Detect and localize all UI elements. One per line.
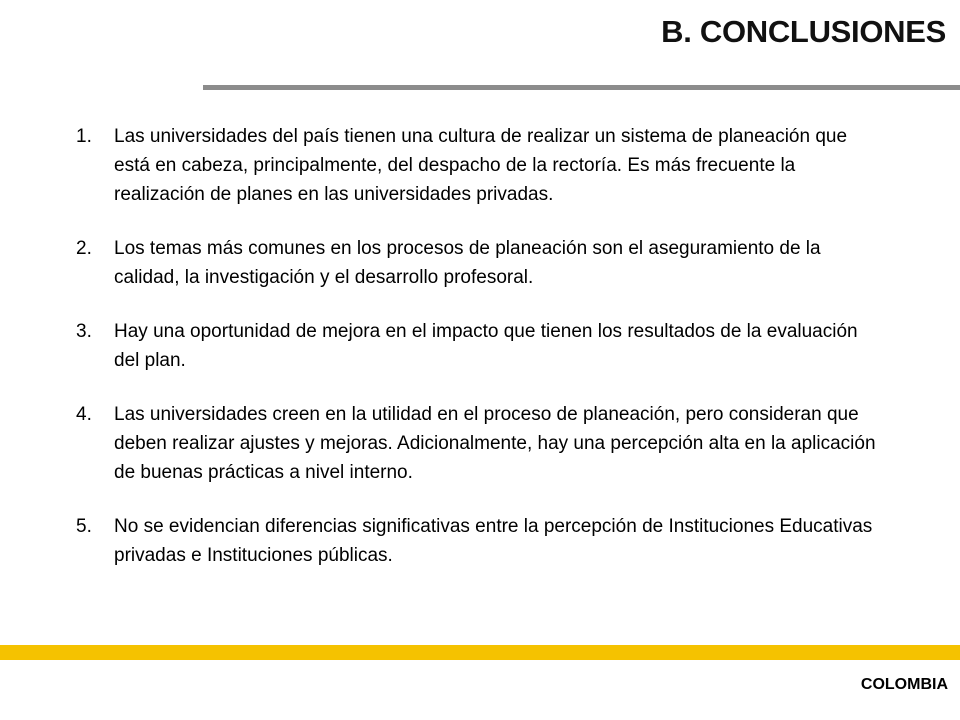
conclusion-item-3 [76,317,876,375]
conclusion-item-4 [76,400,876,487]
footer-accent-band [0,645,960,660]
conclusion-item-2 [76,234,876,292]
conclusion-number: 1. [76,126,92,147]
conclusion-number: 5. [76,516,92,537]
conclusion-text: No se evidencian diferencias significativas entre la percepción de Instituciones Educativas privadas e Instituciones públicas. [114,516,873,566]
conclusion-item-1 [76,122,876,209]
conclusion-number: 2. [76,238,92,259]
conclusion-item-5 [76,512,876,570]
conclusion-text: Las universidades creen en la utilidad en el proceso de planeación, pero consideran que deben realizar ajustes y mejoras. Adicionalmente, hay una percepción alta en la aplicación de buenas prácticas a nivel interno. [114,404,876,483]
footer-country-label: COLOMBIA [860,676,948,693]
slide-title: B. CONCLUSIONES [661,14,946,49]
title-underline-rule [203,85,960,90]
conclusion-text: Hay una oportunidad de mejora en el impacto que tienen los resultados de la evaluación del plan. [114,321,858,371]
conclusion-text: Las universidades del país tienen una cultura de realizar un sistema de planeación que está en cabeza, principalmente, del despacho de la rectoría. Es más frecuente la realización de planes en las universidades privadas. [114,126,848,205]
conclusion-number: 4. [76,404,92,425]
conclusions-list [76,122,876,595]
conclusion-number: 3. [76,321,92,342]
conclusion-text: Los temas más comunes en los procesos de planeación son el aseguramiento de la calidad, la investigación y el desarrollo profesoral. [114,238,821,288]
